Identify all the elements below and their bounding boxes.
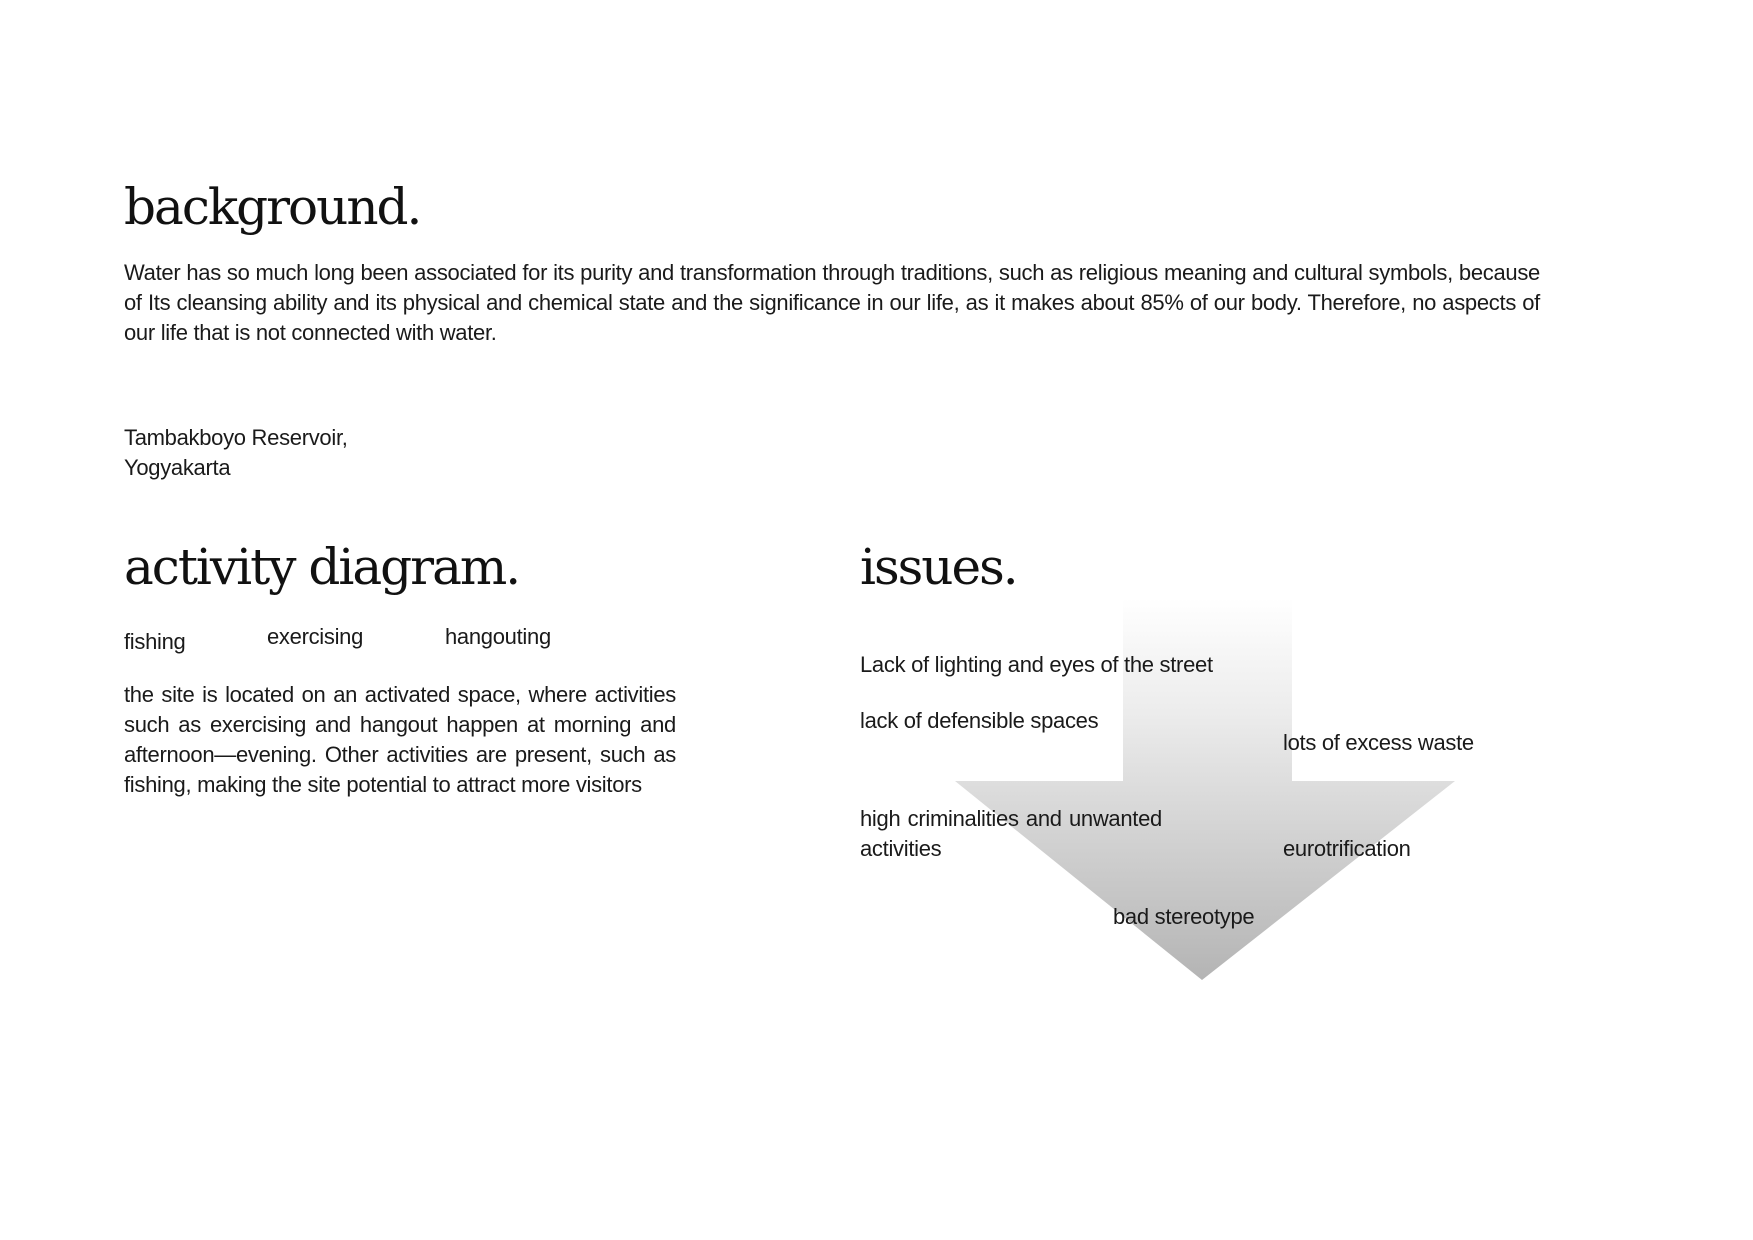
activity-fishing-label: fishing: [124, 629, 186, 654]
activity-diagram-heading: activity diagram.: [124, 538, 520, 596]
activity-paragraph: the site is located on an activated space, where activities such as exercising and hangout happen at morning and afternoon—evening. Other activities are present, such as fishing, making the site potential to attract more visitors: [124, 682, 676, 797]
location-city: Yogyakarta: [124, 455, 231, 480]
issue-eutrophication: eurotrification: [1283, 836, 1411, 861]
activity-hangouting-label: hangouting: [445, 624, 551, 649]
issue-defensible-spaces: lack of defensible spaces: [860, 708, 1099, 733]
issue-bad-stereotype: bad stereotype: [1113, 904, 1255, 929]
issue-lighting: Lack of lighting and eyes of the street: [860, 652, 1213, 677]
background-paragraph: Water has so much long been associated for its purity and transformation through traditions, such as religious meaning and cultural symbols, because of Its cleansing ability and its physical and chemical state and the significance in our life, as it makes about 85% of our body. Therefore, no aspects of our life that is not connected with water.: [124, 260, 1540, 345]
background-heading: background.: [124, 178, 421, 236]
issue-excess-waste: lots of excess waste: [1283, 730, 1474, 755]
location-name: Tambakboyo Reservoir,: [124, 425, 348, 450]
activity-exercising-label: exercising: [267, 624, 364, 649]
issue-criminalities: high criminalities and unwanted activities: [860, 806, 1162, 861]
issues-heading: issues.: [860, 538, 1017, 596]
